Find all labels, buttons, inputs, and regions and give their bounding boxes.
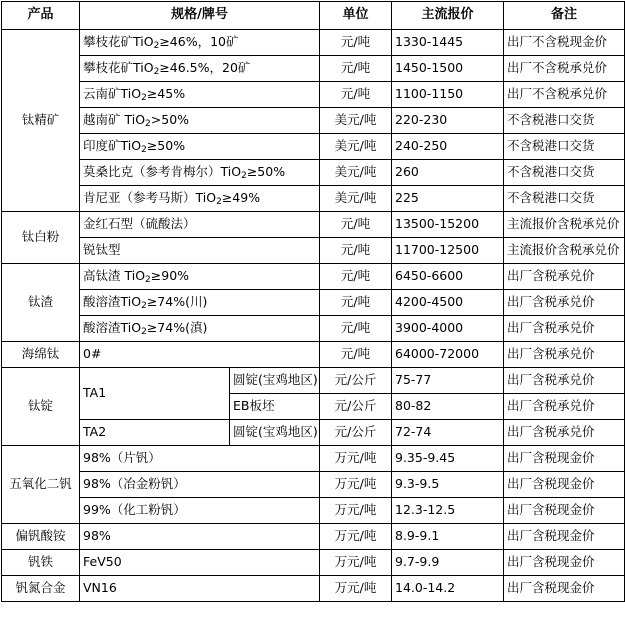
price-cell: 1330-1445 (392, 30, 504, 56)
table-row (2, 316, 625, 342)
note-cell: 不含税港口交货 (504, 134, 625, 160)
table-row (2, 290, 625, 316)
spec-cell: 酸溶渣TiO$_2$≥74%(滇) (80, 316, 320, 342)
price-cell: 260 (392, 160, 504, 186)
table-row (2, 186, 625, 212)
table-row (2, 472, 625, 498)
unit-cell: 万元/吨 (320, 524, 392, 550)
price-table (1, 1, 625, 602)
table-row (2, 420, 625, 446)
price-cell: 75-77 (392, 368, 504, 394)
price-cell: 14.0-14.2 (392, 576, 504, 602)
table-header-row (2, 2, 625, 30)
spec-cell: 攀枝花矿TiO$_2$≥46%，10矿 (80, 30, 320, 56)
spec-cell: 高钛渣 TiO$_2$≥90% (80, 264, 320, 290)
note-cell: 出厂含税承兑价 (504, 316, 625, 342)
price-cell: 4200-4500 (392, 290, 504, 316)
table-row (2, 56, 625, 82)
spec-sub-cell: 圆锭(宝鸡地区) (230, 368, 320, 394)
note-cell: 出厂不含税现金价 (504, 30, 625, 56)
spec-cell: 肯尼亚（参考马斯）TiO$_2$≥49% (80, 186, 320, 212)
product-cell: 钛渣 (2, 264, 80, 342)
unit-cell: 元/公斤 (320, 368, 392, 394)
note-cell: 不含税港口交货 (504, 186, 625, 212)
price-cell: 225 (392, 186, 504, 212)
unit-cell: 美元/吨 (320, 108, 392, 134)
table-row (2, 238, 625, 264)
unit-cell: 美元/吨 (320, 160, 392, 186)
table-row (2, 264, 625, 290)
price-cell: 1100-1150 (392, 82, 504, 108)
spec-cell: 99%（化工粉钒） (80, 498, 320, 524)
table-row (2, 108, 625, 134)
table-body (2, 30, 625, 602)
product-cell: 钒铁 (2, 550, 80, 576)
header-price: 主流报价 (392, 2, 504, 30)
price-cell: 9.3-9.5 (392, 472, 504, 498)
note-cell: 出厂不含税承兑价 (504, 56, 625, 82)
table-row (2, 576, 625, 602)
table-row (2, 82, 625, 108)
price-cell: 80-82 (392, 394, 504, 420)
spec-cell: 越南矿 TiO$_2$>50% (80, 108, 320, 134)
price-cell: 9.35-9.45 (392, 446, 504, 472)
header-spec: 规格/牌号 (80, 2, 320, 30)
unit-cell: 元/公斤 (320, 394, 392, 420)
note-cell: 出厂含税现金价 (504, 550, 625, 576)
spec-cell: 云南矿TiO$_2$≥45% (80, 82, 320, 108)
note-cell: 出厂含税现金价 (504, 524, 625, 550)
spec-cell: VN16 (80, 576, 320, 602)
table-row (2, 134, 625, 160)
spec-sub-cell: 圆锭(宝鸡地区) (230, 420, 320, 446)
unit-cell: 元/吨 (320, 342, 392, 368)
price-cell: 6450-6600 (392, 264, 504, 290)
spec-cell: TA1 (80, 368, 230, 420)
unit-cell: 元/吨 (320, 56, 392, 82)
unit-cell: 元/吨 (320, 82, 392, 108)
table-row (2, 30, 625, 56)
product-cell: 钛精矿 (2, 30, 80, 212)
spec-cell: 攀枝花矿TiO$_2$≥46.5%，20矿 (80, 56, 320, 82)
price-cell: 220-230 (392, 108, 504, 134)
note-cell: 不含税港口交货 (504, 108, 625, 134)
spec-cell: 锐钛型 (80, 238, 320, 264)
spec-cell: 印度矿TiO$_2$≥50% (80, 134, 320, 160)
note-cell: 主流报价含税承兑价 (504, 212, 625, 238)
note-cell: 出厂含税现金价 (504, 446, 625, 472)
note-cell: 出厂含税承兑价 (504, 394, 625, 420)
unit-cell: 元/吨 (320, 290, 392, 316)
note-cell: 主流报价含税承兑价 (504, 238, 625, 264)
price-cell: 1450-1500 (392, 56, 504, 82)
unit-cell: 元/公斤 (320, 420, 392, 446)
unit-cell: 元/吨 (320, 264, 392, 290)
price-cell: 12.3-12.5 (392, 498, 504, 524)
spec-cell: 98%（片钒） (80, 446, 320, 472)
note-cell: 不含税港口交货 (504, 160, 625, 186)
price-cell: 240-250 (392, 134, 504, 160)
spec-cell: TA2 (80, 420, 230, 446)
table-row (2, 342, 625, 368)
unit-cell: 元/吨 (320, 238, 392, 264)
unit-cell: 万元/吨 (320, 576, 392, 602)
product-cell: 偏钒酸铵 (2, 524, 80, 550)
unit-cell: 万元/吨 (320, 550, 392, 576)
table-row (2, 550, 625, 576)
spec-cell: 98%（冶金粉钒） (80, 472, 320, 498)
note-cell: 出厂含税承兑价 (504, 290, 625, 316)
spec-sub-cell: EB板坯 (230, 394, 320, 420)
unit-cell: 元/吨 (320, 212, 392, 238)
unit-cell: 万元/吨 (320, 446, 392, 472)
price-cell: 13500-15200 (392, 212, 504, 238)
table-row (2, 446, 625, 472)
unit-cell: 元/吨 (320, 316, 392, 342)
unit-cell: 美元/吨 (320, 186, 392, 212)
spec-cell: FeV50 (80, 550, 320, 576)
table-row (2, 524, 625, 550)
spec-cell: 酸溶渣TiO$_2$≥74%(川) (80, 290, 320, 316)
product-cell: 钛锭 (2, 368, 80, 446)
product-cell: 五氧化二钒 (2, 446, 80, 524)
unit-cell: 美元/吨 (320, 134, 392, 160)
table-row (2, 212, 625, 238)
header-unit: 单位 (320, 2, 392, 30)
note-cell: 出厂含税现金价 (504, 498, 625, 524)
table-row (2, 498, 625, 524)
unit-cell: 万元/吨 (320, 472, 392, 498)
spec-cell: 98% (80, 524, 320, 550)
price-cell: 3900-4000 (392, 316, 504, 342)
note-cell: 出厂不含税承兑价 (504, 82, 625, 108)
spec-cell: 莫桑比克（参考肯梅尔）TiO$_2$≥50% (80, 160, 320, 186)
table-header (2, 2, 625, 30)
table-row (2, 160, 625, 186)
spec-cell: 金红石型（硫酸法） (80, 212, 320, 238)
unit-cell: 万元/吨 (320, 498, 392, 524)
price-cell: 11700-12500 (392, 238, 504, 264)
price-cell: 8.9-9.1 (392, 524, 504, 550)
header-product: 产品 (2, 2, 80, 30)
spec-cell: 0# (80, 342, 320, 368)
note-cell: 出厂含税承兑价 (504, 342, 625, 368)
price-cell: 64000-72000 (392, 342, 504, 368)
header-note: 备注 (504, 2, 625, 30)
product-cell: 钛白粉 (2, 212, 80, 264)
note-cell: 出厂含税承兑价 (504, 264, 625, 290)
product-cell: 钒氮合金 (2, 576, 80, 602)
price-cell: 9.7-9.9 (392, 550, 504, 576)
table-row (2, 368, 625, 394)
note-cell: 出厂含税现金价 (504, 576, 625, 602)
product-cell: 海绵钛 (2, 342, 80, 368)
unit-cell: 元/吨 (320, 30, 392, 56)
note-cell: 出厂含税承兑价 (504, 368, 625, 394)
price-cell: 72-74 (392, 420, 504, 446)
note-cell: 出厂含税现金价 (504, 472, 625, 498)
note-cell: 出厂含税承兑价 (504, 420, 625, 446)
